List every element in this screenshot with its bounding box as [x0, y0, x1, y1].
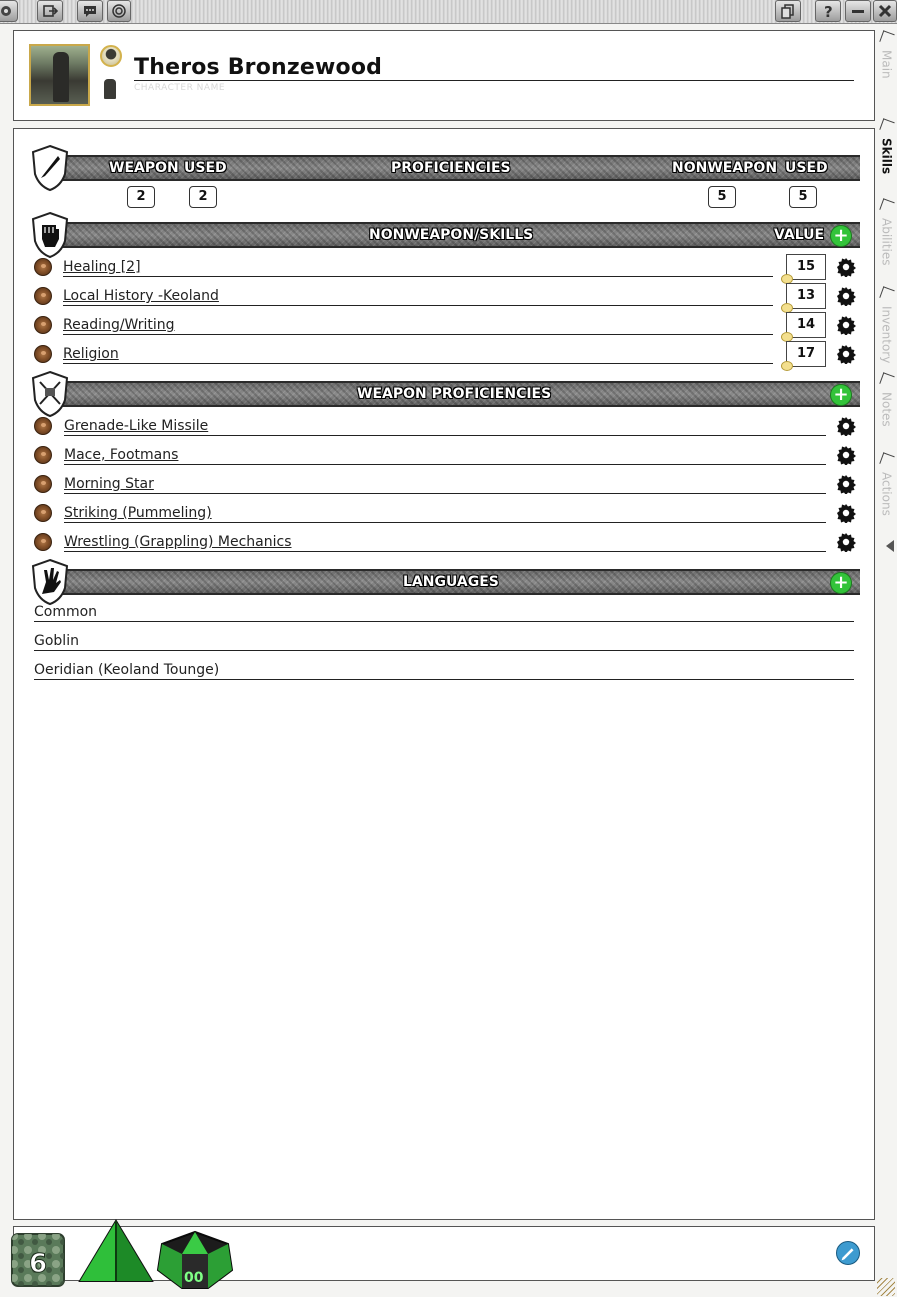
skill-value: 13 — [796, 288, 816, 303]
skill-value-field[interactable] — [786, 283, 826, 309]
target-icon[interactable] — [107, 0, 131, 22]
weapon-proficiency-text: Grenade-Like Missile — [64, 418, 209, 434]
skills-panel — [13, 128, 875, 1220]
skill-name-text: Healing [2] — [63, 259, 141, 275]
roll-icon[interactable] — [34, 446, 52, 464]
resize-handle-icon[interactable] — [877, 1278, 895, 1296]
gear-icon[interactable] — [836, 503, 856, 523]
weapon-proficiency-text: Mace, Footmans — [64, 447, 179, 463]
tab-actions[interactable] — [876, 454, 897, 516]
tab-skills-label: Skills — [879, 138, 894, 175]
tab-main[interactable] — [876, 32, 897, 79]
weapon-proficiency-text: Morning Star — [64, 476, 154, 492]
gear-icon[interactable] — [836, 532, 856, 552]
proficiencies-banner — [38, 155, 860, 181]
tab-notch-icon — [879, 372, 894, 387]
weapon-proficiencies-title: WEAPON PROFICIENCIES — [357, 386, 552, 402]
tab-skills[interactable] — [876, 120, 897, 174]
tab-abilities-label: Abilities — [879, 218, 894, 266]
nonweapon-label: NONWEAPON — [672, 160, 778, 176]
copy-icon[interactable] — [775, 0, 801, 22]
nonweapon-skills-title: NONWEAPON/SKILLS — [369, 227, 534, 243]
skill-row — [14, 312, 876, 341]
gear-icon[interactable] — [836, 445, 856, 465]
tab-notch-icon — [879, 118, 894, 133]
skill-name-text: Religion — [63, 346, 119, 362]
add-weapon-proficiency-button[interactable]: + — [830, 384, 852, 406]
roll-icon[interactable] — [34, 287, 52, 305]
proficiencies-title: PROFICIENCIES — [391, 160, 511, 176]
dice-bar — [13, 1226, 875, 1286]
export-icon[interactable] — [37, 0, 63, 22]
add-skill-button[interactable]: + — [830, 225, 852, 247]
character-header — [13, 30, 875, 121]
weapon-proficiency-row — [14, 529, 876, 558]
weapon-proficiency-text: Wrestling (Grappling) Mechanics — [64, 534, 292, 550]
sheet-tabs — [876, 28, 897, 568]
tab-collapse-icon[interactable] — [886, 540, 894, 552]
weapon-proficiency-row — [14, 413, 876, 442]
skill-name-text: Local History -Keoland — [63, 288, 219, 304]
skill-value-field[interactable] — [786, 341, 826, 367]
language-field[interactable]: Goblin — [34, 631, 854, 651]
character-name-field[interactable]: Theros Bronzewood — [134, 55, 854, 81]
weapon-proficiency-row — [14, 471, 876, 500]
gear-icon[interactable] — [836, 416, 856, 436]
d6-label: 6 — [29, 1249, 48, 1279]
skill-value: 17 — [796, 346, 816, 361]
gear-icon[interactable] — [836, 474, 856, 494]
weapon-proficiency-row — [14, 442, 876, 471]
tab-notch-icon — [879, 286, 894, 301]
crossed-weapons-shield-icon — [30, 370, 70, 418]
gear-icon[interactable] — [836, 257, 856, 277]
skill-name[interactable] — [63, 257, 773, 277]
skill-name[interactable] — [63, 286, 773, 306]
d4-die-icon[interactable] — [78, 1219, 154, 1285]
character-mini-token[interactable] — [104, 79, 116, 99]
tab-inventory-label: Inventory — [879, 306, 894, 364]
weapon-proficiency-name[interactable] — [64, 416, 826, 436]
fist-shield-icon — [30, 211, 70, 259]
tab-abilities[interactable] — [876, 200, 897, 266]
tab-notch-icon — [879, 452, 894, 467]
nonweapon-used-field[interactable]: 5 — [789, 186, 817, 208]
tab-notes-label: Notes — [879, 392, 894, 427]
skill-value: 14 — [796, 317, 816, 332]
tab-actions-label: Actions — [879, 472, 894, 516]
roll-icon[interactable] — [34, 533, 52, 551]
languages-title: LANGUAGES — [403, 574, 499, 590]
roll-icon[interactable] — [34, 258, 52, 276]
weapon-proficiency-name[interactable] — [64, 503, 826, 523]
weapon-proficiency-text: Striking (Pummeling) — [64, 505, 212, 521]
skill-name[interactable] — [63, 315, 773, 335]
skill-value: 15 — [796, 259, 816, 274]
tab-notch-icon — [879, 198, 894, 213]
chat-icon[interactable] — [77, 0, 103, 22]
character-token[interactable] — [100, 45, 122, 67]
edit-pencil-icon[interactable] — [836, 1241, 860, 1265]
character-portrait[interactable] — [29, 44, 90, 106]
tab-main-label: Main — [879, 50, 894, 79]
roll-icon[interactable] — [34, 417, 52, 435]
skill-value-marker — [781, 361, 793, 371]
d100-label: 00 — [184, 1270, 204, 1286]
portrait-figure — [53, 52, 69, 102]
window-titlebar — [0, 0, 897, 24]
tab-notch-icon — [879, 30, 894, 45]
settings-icon[interactable] — [0, 0, 18, 22]
add-language-button[interactable]: + — [830, 572, 852, 594]
roll-icon[interactable] — [34, 504, 52, 522]
gear-icon[interactable] — [836, 315, 856, 335]
skill-value-field[interactable] — [786, 254, 826, 280]
gear-icon[interactable] — [836, 286, 856, 306]
nonweapon-slots-field[interactable]: 5 — [708, 186, 736, 208]
character-name-label: CHARACTER NAME — [134, 83, 226, 93]
weapon-used-label: USED — [184, 160, 227, 176]
weapon-proficiency-row — [14, 500, 876, 529]
help-icon[interactable] — [815, 0, 841, 22]
language-field[interactable]: Common — [34, 602, 854, 622]
weapon-label: WEAPON — [109, 160, 179, 176]
languages-banner — [38, 569, 860, 595]
d100-die-icon[interactable] — [156, 1230, 234, 1290]
roll-icon[interactable] — [34, 345, 52, 363]
sword-shield-icon — [30, 144, 70, 192]
weapon-proficiencies-banner — [38, 381, 860, 407]
skill-row — [14, 254, 876, 283]
tab-notes[interactable] — [876, 374, 897, 427]
gear-icon[interactable] — [836, 344, 856, 364]
weapon-proficiency-name[interactable] — [64, 474, 826, 494]
nonweapon-skills-banner — [38, 222, 860, 248]
language-field[interactable]: Oeridian (Keoland Tounge) — [34, 660, 854, 680]
d6-die-icon[interactable] — [10, 1232, 68, 1290]
skill-name-text: Reading/Writing — [63, 317, 175, 333]
weapon-proficiency-name[interactable] — [64, 532, 826, 552]
roll-icon[interactable] — [34, 316, 52, 334]
roll-icon[interactable] — [34, 475, 52, 493]
hand-shield-icon — [30, 558, 70, 606]
weapon-slots-field[interactable]: 2 — [127, 186, 155, 208]
close-icon[interactable] — [873, 0, 897, 22]
skill-name[interactable] — [63, 344, 773, 364]
weapon-used-field[interactable]: 2 — [189, 186, 217, 208]
skill-value-field[interactable] — [786, 312, 826, 338]
skill-row — [14, 341, 876, 370]
weapon-proficiency-name[interactable] — [64, 445, 826, 465]
skill-row — [14, 283, 876, 312]
minimize-icon[interactable] — [845, 0, 871, 22]
nonweapon-used-label: USED — [785, 160, 828, 176]
tab-inventory[interactable] — [876, 288, 897, 363]
svg-text:?: ? — [824, 3, 833, 19]
value-label: VALUE — [774, 227, 825, 243]
